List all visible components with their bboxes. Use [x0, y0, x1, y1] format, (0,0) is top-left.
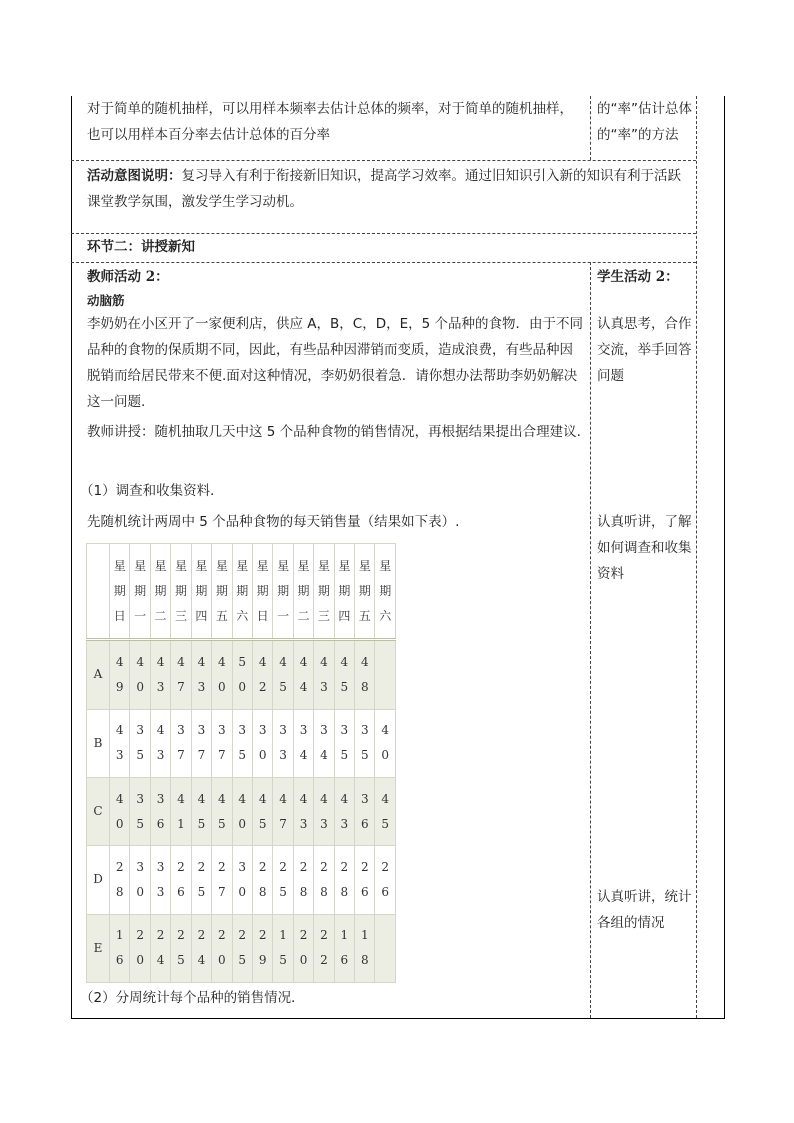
teacher-subheading: 动脑筋 [87, 293, 125, 308]
row-divider [71, 160, 696, 161]
day-header-cell: 星 期 六 [375, 544, 396, 640]
teacher-step1-desc: 先随机统计两周中 5 个品种食物的每天销售量（结果如下表）. [87, 514, 460, 530]
value-cell: 4 0 [110, 778, 130, 846]
value-cell: 2 2 [314, 914, 334, 982]
value-cell: 1 8 [355, 914, 375, 982]
value-cell: 2 5 [273, 846, 293, 914]
value-cell: 3 4 [314, 709, 334, 777]
value-cell: 2 6 [375, 846, 396, 914]
value-cell: 4 5 [212, 778, 232, 846]
day-header-cell: 星 期 日 [110, 544, 130, 640]
value-cell: 3 7 [171, 709, 191, 777]
value-cell: 4 8 [355, 640, 375, 710]
column-divider [590, 96, 591, 160]
teacher-step2: （2）分周统计每个品种的销售情况． [80, 990, 305, 1006]
day-header-cell: 星 期 四 [334, 544, 354, 640]
value-cell: 2 4 [191, 914, 211, 982]
value-cell: 3 7 [191, 709, 211, 777]
value-cell: 1 5 [273, 914, 293, 982]
table-row [87, 640, 396, 710]
value-cell: 2 5 [232, 914, 252, 982]
value-cell: 2 7 [212, 846, 232, 914]
day-header-cell: 星 期 五 [355, 544, 375, 640]
value-cell: 4 0 [212, 640, 232, 710]
value-cell: 4 3 [293, 778, 313, 846]
value-cell: 2 4 [150, 914, 170, 982]
day-header-cell: 星 期 一 [273, 544, 293, 640]
teacher-step1: （1）调查和收集资料． [80, 483, 224, 499]
value-cell: 4 1 [171, 778, 191, 846]
value-cell: 1 6 [334, 914, 354, 982]
section-title: 环节二：讲授新知 [87, 239, 195, 255]
value-cell: 4 5 [252, 778, 272, 846]
day-header-cell: 星 期 二 [293, 544, 313, 640]
value-cell: 4 3 [191, 640, 211, 710]
value-cell: 2 0 [212, 914, 232, 982]
value-cell: 3 5 [130, 709, 150, 777]
day-header-cell: 星 期 一 [130, 544, 150, 640]
day-header-cell: 星 期 五 [212, 544, 232, 640]
value-cell: 4 5 [273, 640, 293, 710]
row-label-cell: B [87, 709, 110, 777]
top-right-text: 的“率”估计总体的“率”的方法 [597, 101, 692, 143]
value-cell: 3 0 [130, 846, 150, 914]
student-heading: 学生活动 2： [597, 269, 679, 285]
value-cell: 2 0 [130, 914, 150, 982]
row-label-cell: D [87, 846, 110, 914]
value-cell: 3 7 [212, 709, 232, 777]
day-header-cell: 星 期 二 [150, 544, 170, 640]
value-cell: 3 3 [150, 846, 170, 914]
teacher-heading: 教师活动 2： [87, 269, 169, 285]
value-cell: 3 0 [232, 846, 252, 914]
value-cell: 3 5 [232, 709, 252, 777]
value-cell: 3 6 [355, 778, 375, 846]
value-cell: 3 4 [293, 709, 313, 777]
day-header-cell: 星 期 三 [314, 544, 334, 640]
value-cell: 3 3 [273, 709, 293, 777]
value-cell: 2 5 [191, 846, 211, 914]
value-cell: 4 5 [334, 640, 354, 710]
day-header-cell: 星 期 四 [191, 544, 211, 640]
value-cell: 2 8 [314, 846, 334, 914]
column-divider [696, 96, 697, 1018]
value-cell: 4 5 [191, 778, 211, 846]
intent-label: 活动意图说明： [87, 168, 182, 184]
value-cell: 4 3 [334, 778, 354, 846]
value-cell [375, 914, 396, 982]
table-row [87, 778, 396, 846]
value-cell [375, 640, 396, 710]
value-cell: 4 7 [171, 640, 191, 710]
value-cell: 2 8 [293, 846, 313, 914]
value-cell: 3 5 [334, 709, 354, 777]
value-cell: 1 6 [110, 914, 130, 982]
value-cell: 3 5 [355, 709, 375, 777]
value-cell: 4 3 [150, 640, 170, 710]
value-cell: 2 5 [171, 914, 191, 982]
value-cell: 4 3 [110, 709, 130, 777]
table-corner-cell [87, 544, 110, 640]
table-row [87, 709, 396, 777]
value-cell: 4 9 [110, 640, 130, 710]
table-header-row [87, 544, 396, 640]
row-label-cell: C [87, 778, 110, 846]
value-cell: 4 5 [375, 778, 396, 846]
row-label-cell: E [87, 914, 110, 982]
student-activity-1: 认真思考，合作交流，举手回答问题 [597, 316, 692, 384]
value-cell: 2 6 [355, 846, 375, 914]
day-header-cell: 星 期 三 [171, 544, 191, 640]
value-cell: 4 0 [130, 640, 150, 710]
value-cell: 4 3 [314, 778, 334, 846]
value-cell: 3 5 [130, 778, 150, 846]
value-cell: 2 6 [171, 846, 191, 914]
student-activity-3: 认真听讲，统计各组的情况 [597, 889, 692, 931]
value-cell: 2 8 [334, 846, 354, 914]
value-cell: 3 0 [252, 709, 272, 777]
value-cell: 4 3 [314, 640, 334, 710]
value-cell: 2 0 [293, 914, 313, 982]
value-cell: 4 0 [232, 778, 252, 846]
row-divider [71, 262, 696, 263]
value-cell: 4 4 [293, 640, 313, 710]
row-label-cell: A [87, 640, 110, 710]
value-cell: 4 0 [375, 709, 396, 777]
teacher-para1: 李奶奶在小区开了一家便利店，供应 A，B，C，D，E，5 个品种的食物．由于不同品种的食物的保质期不同，因此，有些品种因滞销而变质，造成浪费，有些品种因脱销而给居民带来不便.面对这种情况，李奶奶很着急．请你想办法帮助李奶奶解决这一问题. [87, 316, 584, 410]
value-cell: 2 8 [252, 846, 272, 914]
value-cell: 5 0 [232, 640, 252, 710]
value-cell: 2 9 [252, 914, 272, 982]
intent-text: 复习导入有利于衔接新旧知识，提高学习效率。通过旧知识引入新的知识有利于活跃课堂教学氛围，激发学生学习动机。 [87, 168, 681, 210]
value-cell: 3 6 [150, 778, 170, 846]
sales-table [86, 543, 396, 983]
day-header-cell: 星 期 六 [232, 544, 252, 640]
day-header-cell: 星 期 日 [252, 544, 272, 640]
intent-block [87, 163, 691, 215]
value-cell: 4 3 [150, 709, 170, 777]
value-cell: 2 8 [110, 846, 130, 914]
student-activity-2: 认真听讲，了解如何调查和收集资料 [597, 514, 692, 582]
table-row [87, 846, 396, 914]
column-divider [590, 262, 591, 1018]
value-cell: 4 2 [252, 640, 272, 710]
value-cell: 4 7 [273, 778, 293, 846]
top-left-text: 对于简单的随机抽样，可以用样本频率去估计总体的频率，对于简单的随机抽样，也可以用样本百分率去估计总体的百分率 [87, 101, 573, 143]
teacher-para2: 教师讲授：随机抽取几天中这 5 个品种食物的销售情况，再根据结果提出合理建议. [87, 424, 581, 440]
table-row [87, 914, 396, 982]
